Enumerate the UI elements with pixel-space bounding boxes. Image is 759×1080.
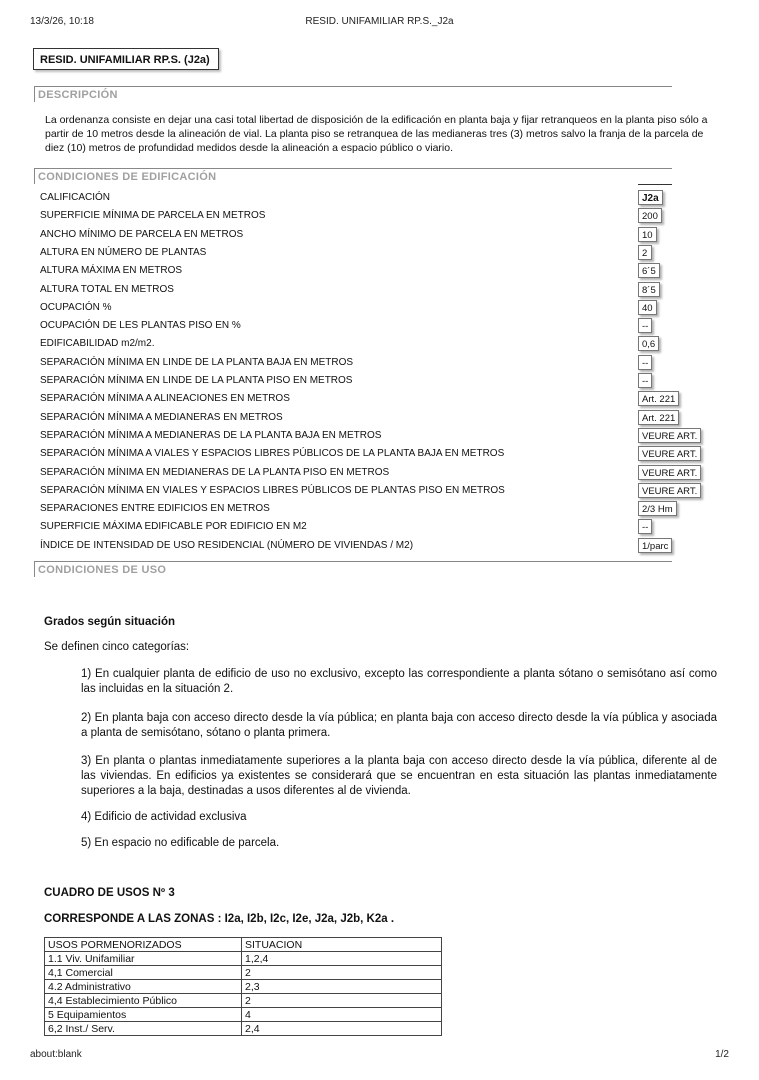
usos-header-situacion: SITUACION xyxy=(242,938,442,952)
condition-value: VEURE ART. xyxy=(638,446,701,461)
condition-label: SEPARACIÓN MÍNIMA A VIALES Y ESPACIOS LIBRES PÚBLICOS DE LA PLANTA BAJA EN METROS xyxy=(40,448,505,460)
table-row xyxy=(45,994,442,1008)
condition-value: 200 xyxy=(638,208,662,223)
condition-value: -- xyxy=(638,355,652,370)
uso-cell: 4.2 Administrativo xyxy=(45,980,242,994)
condition-row xyxy=(40,537,710,555)
condition-row xyxy=(40,262,710,280)
condiciones-uso-header: CONDICIONES DE USO xyxy=(34,561,672,577)
condition-label: EDIFICABILIDAD m2/m2. xyxy=(40,338,155,350)
usos-table-header-row xyxy=(45,938,442,952)
category-item-5: 5) En espacio no edificable de parcela. xyxy=(81,837,280,849)
print-footer xyxy=(30,1049,729,1063)
condition-label: OCUPACIÓN DE LES PLANTAS PISO EN % xyxy=(40,320,241,332)
condition-label: SEPARACIÓN MÍNIMA EN LINDE DE LA PLANTA PISO EN METROS xyxy=(40,375,353,386)
situacion-cell: 2,4 xyxy=(242,1022,442,1036)
category-item-3: 3) En planta o plantas inmediatamente superiores a la planta baja con acceso directo desde la vía pública, diferente al de las viviendas. En edificios ya existentes se considerará que se encuentran en esta situación las plantas inmediatamente superiores a la baja, destinadas a usos diferentes al de vivienda. xyxy=(81,755,717,797)
situacion-cell: 2,3 xyxy=(242,980,442,994)
condition-row xyxy=(40,390,710,408)
condition-value: 1/parc xyxy=(638,538,672,553)
condiciones-edificacion-header: CONDICIONES DE EDIFICACIÓN xyxy=(34,168,672,184)
condition-value: VEURE ART. xyxy=(638,465,701,480)
condition-value: VEURE ART. xyxy=(638,483,701,498)
category-item-2: 2) En planta baja con acceso directo desde la vía pública; en planta baja con acceso directo desde la vía pública y asociada a planta de semisótano, sótano o planta primera. xyxy=(81,712,717,739)
print-datetime: 13/3/26, 10:18 xyxy=(30,16,94,27)
zonas-text: CORRESPONDE A LAS ZONAS : I2a, I2b, I2c, I2e, J2a, J2b, K2a . xyxy=(44,913,395,925)
condition-value: 2/3 Hm xyxy=(638,501,677,516)
condition-value: 40 xyxy=(638,300,657,315)
condition-value: Art. 221 xyxy=(638,410,679,425)
condition-row xyxy=(40,500,710,518)
condition-label: ALTURA MÁXIMA EN METROS xyxy=(40,265,183,277)
condition-value: 2 xyxy=(638,245,652,260)
situacion-cell: 1,2,4 xyxy=(242,952,442,966)
descripcion-text: La ordenanza consiste en dejar una casi total libertad de disposición de la edificación en planta baja y fijar retranqueos en la planta piso sólo a partir de 10 metros desde la alineación de vial. La planta piso se retranquea de las medianeras tres (3) metros salvo la franja de la parcela de diez (10) metros de profundidad medidos desde la alineación a espacio público o viario. xyxy=(45,114,708,154)
uso-cell: 6,2 Inst./ Serv. xyxy=(45,1022,242,1036)
descripcion-header: DESCRIPCIÓN xyxy=(34,86,672,102)
uso-cell: 1.1 Viv. Unifamiliar xyxy=(45,952,242,966)
condition-label: SEPARACIÓN MÍNIMA A MEDIANERAS EN METROS xyxy=(40,411,283,423)
table-row xyxy=(45,1008,442,1022)
condition-row xyxy=(40,317,710,335)
cuadro-title: CUADRO DE USOS Nº 3 xyxy=(44,887,175,899)
table-row xyxy=(45,1022,442,1036)
condition-label: ÍNDICE DE INTENSIDAD DE USO RESIDENCIAL (NÚMERO DE VIVIENDAS / M2) xyxy=(40,539,414,551)
condition-value: 6´5 xyxy=(638,263,660,278)
condition-label: SEPARACIONES ENTRE EDIFICIOS EN METROS xyxy=(40,503,270,515)
condition-label: SEPARACIÓN MÍNIMA EN VIALES Y ESPACIOS LIBRES PÚBLICOS DE PLANTAS PISO EN METROS xyxy=(40,484,505,496)
condition-label: SEPARACIÓN MÍNIMA EN MEDIANERAS DE LA PLANTA PISO EN METROS xyxy=(40,466,390,478)
condition-label: SEPARACIÓN MÍNIMA A ALINEACIONES EN METROS xyxy=(40,393,290,405)
condition-value: 0,6 xyxy=(638,336,659,351)
grados-title: Grados según situación xyxy=(44,616,175,628)
condition-row xyxy=(40,482,710,500)
condition-row xyxy=(40,354,710,372)
uso-cell: 4,1 Comercial xyxy=(45,966,242,980)
value-column-top-line xyxy=(638,184,672,185)
condition-value: Art. 221 xyxy=(638,391,679,406)
condition-label: ALTURA TOTAL EN METROS xyxy=(40,283,174,295)
category-item-1: 1) En cualquier planta de edificio de uso no exclusivo, excepto las correspondiente a planta sótano o semisótano así como las incluidas en la situación 2. xyxy=(81,668,717,695)
grados-intro: Se definen cinco categorías: xyxy=(44,641,190,653)
print-header xyxy=(30,16,729,30)
usos-header-usos: USOS PORMENORIZADOS xyxy=(45,938,242,952)
condition-row xyxy=(40,299,710,317)
condition-value: -- xyxy=(638,318,652,333)
situacion-cell: 2 xyxy=(242,994,442,1008)
condition-row xyxy=(40,335,710,353)
condition-label: ALTURA EN NÚMERO DE PLANTAS xyxy=(40,246,207,258)
condition-value: J2a xyxy=(638,190,663,205)
print-page-number: 1/2 xyxy=(715,1049,729,1060)
condition-row xyxy=(40,427,710,445)
condition-row xyxy=(40,409,710,427)
print-doc-title: RESID. UNIFAMILIAR RP.S._J2a xyxy=(305,16,454,27)
situacion-cell: 2 xyxy=(242,966,442,980)
condition-row xyxy=(40,207,710,225)
condition-label: OCUPACIÓN % xyxy=(40,301,112,313)
condition-value: 8´5 xyxy=(638,282,660,297)
condition-row xyxy=(40,226,710,244)
table-row xyxy=(45,980,442,994)
condition-label: SUPERFICIE MÁXIMA EDIFICABLE POR EDIFICIO EN M2 xyxy=(40,521,307,533)
condition-label: SEPARACIÓN MÍNIMA EN LINDE DE LA PLANTA BAJA EN METROS xyxy=(40,356,354,368)
zone-title-box: RESID. UNIFAMILIAR RP.S. (J2a) xyxy=(33,48,219,70)
condition-row xyxy=(40,281,710,299)
uso-cell: 4,4 Establecimiento Público xyxy=(45,994,242,1008)
condition-value: -- xyxy=(638,373,652,388)
situacion-cell: 4 xyxy=(242,1008,442,1022)
condition-label: CALIFICACIÓN xyxy=(40,192,111,203)
condition-value: VEURE ART. xyxy=(638,428,701,443)
condition-row xyxy=(40,189,710,207)
category-item-4: 4) Edificio de actividad exclusiva xyxy=(81,811,247,823)
condition-row xyxy=(40,518,710,536)
condition-value: -- xyxy=(638,519,652,534)
condition-label: SUPERFICIE MÍNIMA DE PARCELA EN METROS xyxy=(40,210,266,222)
table-row xyxy=(45,966,442,980)
condition-label: SEPARACIÓN MÍNIMA A MEDIANERAS DE LA PLANTA BAJA EN METROS xyxy=(40,429,382,441)
print-url: about:blank xyxy=(30,1049,82,1060)
condition-row xyxy=(40,372,710,390)
table-row xyxy=(45,952,442,966)
uso-cell: 5 Equipamientos xyxy=(45,1008,242,1022)
usos-table xyxy=(44,937,442,1036)
condition-value: 10 xyxy=(638,227,657,242)
condition-row xyxy=(40,244,710,262)
condition-row xyxy=(40,464,710,482)
condition-label: ANCHO MÍNIMO DE PARCELA EN METROS xyxy=(40,228,244,240)
condition-row xyxy=(40,445,710,463)
